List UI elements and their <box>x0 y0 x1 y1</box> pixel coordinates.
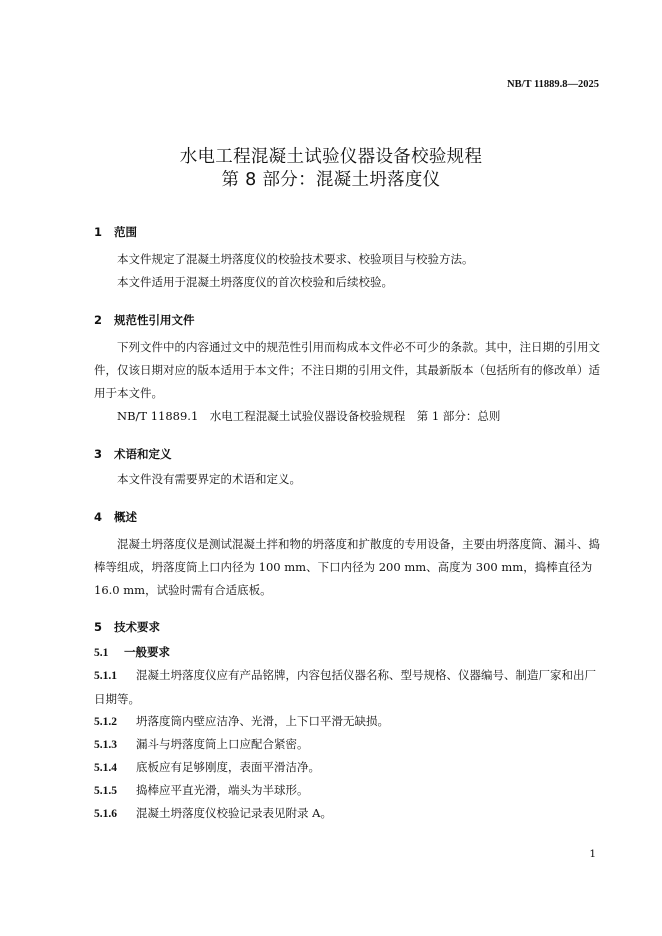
clause-5-1-2 <box>94 710 602 734</box>
section-3-body <box>94 468 602 491</box>
clause-text: 混凝土坍落度仪校验记录表见附录 A。 <box>136 806 332 820</box>
paragraph: 本文件适用于混凝土坍落度仪的首次校验和后续校验。 <box>117 275 393 289</box>
clause-number: 5.1.4 <box>94 762 117 774</box>
clause-5-1-1 <box>94 664 602 711</box>
clause-5-1-4 <box>94 756 602 780</box>
subsection-title: 一般要求 <box>124 645 170 659</box>
clause-5-1-3 <box>94 733 602 757</box>
section-title: 概述 <box>114 510 137 524</box>
clause-text: 漏斗与坍落度筒上口应配合紧密。 <box>136 737 309 751</box>
document-title-line2: 第 8 部分：混凝土坍落度仪 <box>221 170 441 190</box>
section-1-heading <box>94 224 137 240</box>
section-4-body <box>94 533 602 602</box>
document-title-line1: 水电工程混凝土试验仪器设备校验规程 <box>179 147 483 167</box>
section-5-heading <box>94 619 160 635</box>
section-title: 范围 <box>114 225 137 239</box>
paragraph: 下列文件中的内容通过文中的规范性引用而构成本文件必不可少的条款。其中，注日期的引用文件，仅该日期对应的版本适用于本文件；不注日期的引用文件，其最新版本（包括所有的修改单）适用于本文件。 <box>94 340 600 400</box>
section-title: 技术要求 <box>114 620 160 634</box>
normative-reference: NB/T 11889.1 水电工程混凝土试验仪器设备校验规程 第 1 部分：总则 <box>117 409 501 423</box>
section-2-heading <box>94 312 195 328</box>
section-number: 5 <box>94 620 103 634</box>
clause-number: 5.1.1 <box>94 670 117 682</box>
section-title: 术语和定义 <box>114 447 172 461</box>
clause-number: 5.1.5 <box>94 785 117 797</box>
section-number: 1 <box>94 225 103 239</box>
section-1-body <box>94 248 602 294</box>
section-number: 2 <box>94 313 103 327</box>
section-number: 3 <box>94 447 103 461</box>
paragraph: 混凝土坍落度仪是测试混凝土拌和物的坍落度和扩散度的专用设备，主要由坍落度筒、漏斗、捣棒等组成，坍落度筒上口内径为 100 mm、下口内径为 200 mm、高度为 300 mm，捣棒直径为 16.0 mm，试验时需有合适底板。 <box>94 537 600 597</box>
paragraph: 本文件没有需要界定的术语和定义。 <box>117 472 301 486</box>
page-number: 1 <box>589 848 596 860</box>
clause-number: 5.1.3 <box>94 739 117 751</box>
clause-5-1-5 <box>94 779 602 803</box>
section-number: 4 <box>94 510 103 524</box>
paragraph: 本文件规定了混凝土坍落度仪的校验技术要求、校验项目与校验方法。 <box>117 252 474 266</box>
clause-text: 坍落度筒内壁应洁净、光滑，上下口平滑无缺损。 <box>136 714 389 728</box>
clause-text: 捣棒应平直光滑，端头为半球形。 <box>136 783 309 797</box>
clause-text: 底板应有足够刚度，表面平滑洁净。 <box>136 760 320 774</box>
clause-number: 5.1.6 <box>94 808 117 820</box>
section-2-body <box>94 336 602 428</box>
clause-number: 5.1.2 <box>94 716 117 728</box>
clause-text: 混凝土坍落度仪应有产品铭牌，内容包括仪器名称、型号规格、仪器编号、制造厂家和出厂日期等。 <box>94 668 596 706</box>
section-4-heading <box>94 509 137 525</box>
subsection-5-1-heading <box>94 644 170 660</box>
section-title: 规范性引用文件 <box>114 313 195 327</box>
subsection-number: 5.1 <box>94 647 109 659</box>
standard-code: NB/T 11889.8—2025 <box>507 79 599 90</box>
section-3-heading <box>94 446 172 462</box>
clause-5-1-6 <box>94 802 602 826</box>
